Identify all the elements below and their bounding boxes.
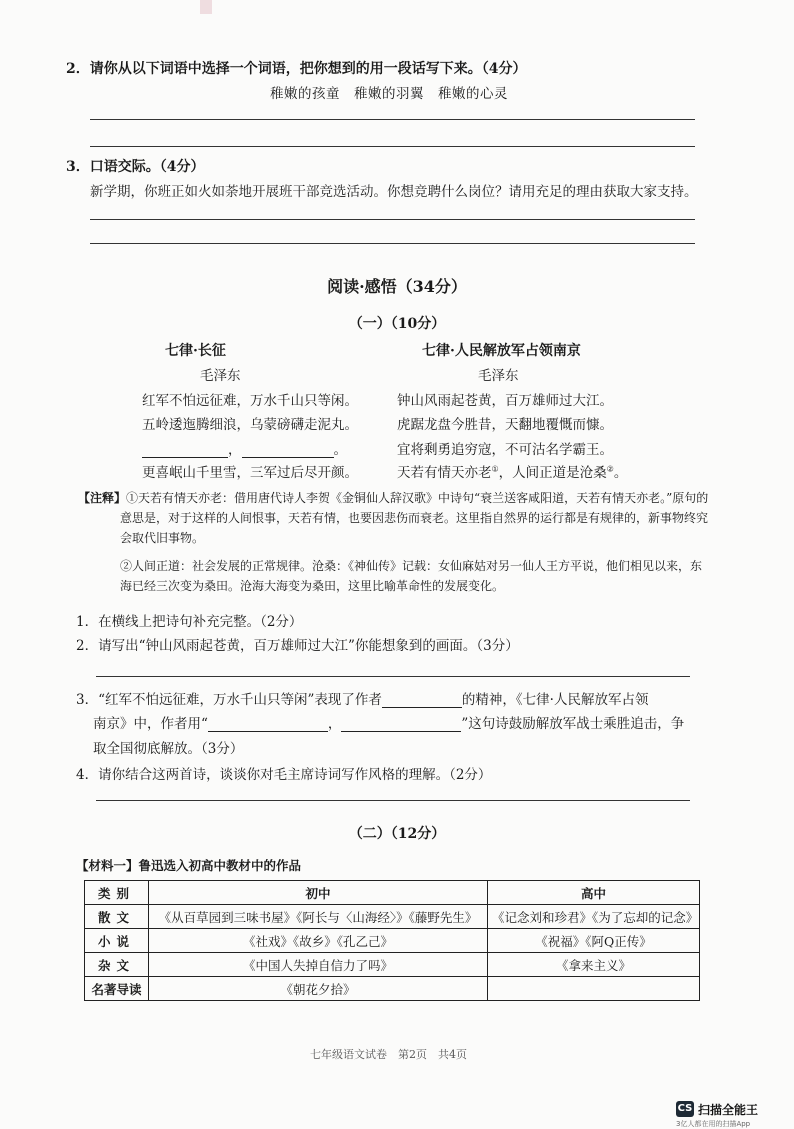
answer-line[interactable] [90, 119, 695, 120]
reading-question-4: 4．请你结合这两首诗，谈谈你对毛主席诗词写作风格的理解。（2分） [76, 767, 492, 783]
reading-question-2: 2．请写出“钟山风雨起苍黄，百万雄师过大江”你能想象到的画面。（3分） [76, 638, 519, 654]
row-high: 《祝福》《阿Q正传》 [488, 929, 700, 953]
poem-1-line-1: 红军不怕远征难，万水千山只等闲。 [142, 393, 358, 409]
poem-2-line-2: 虎踞龙盘今胜昔，天翻地覆慨而慷。 [397, 417, 613, 433]
poem-2-author: 毛泽东 [478, 368, 519, 384]
question-3-text: 新学期，你班正如火如荼地开展班干部竞选活动。你想竞聘什么岗位？请用充足的理由获取大家支持。 [90, 184, 698, 200]
poem-1-line-2: 五岭逶迤腾细浪，乌蒙磅礴走泥丸。 [142, 417, 358, 433]
scanner-app-tagline: 3亿人都在用的扫描App [676, 1120, 751, 1128]
answer-line[interactable] [90, 219, 695, 220]
poem-1-author: 毛泽东 [200, 368, 241, 384]
question-2-options: 稚嫩的孩童 稚嫩的羽翼 稚嫩的心灵 [270, 86, 508, 102]
header-high-school: 高中 [488, 881, 700, 905]
material-1-title: 【材料一】鲁迅选入初高中教材中的作品 [76, 858, 302, 873]
table-row [85, 905, 700, 929]
row-high [488, 977, 700, 1001]
material-1-table [84, 880, 700, 1001]
poem-2-title: 七律·人民解放军占领南京 [422, 343, 581, 359]
fill-blank[interactable] [142, 443, 228, 458]
question-3-title: 3．口语交际。（4分） [66, 159, 205, 175]
poem-1-blank-line: ， 。 [142, 438, 347, 458]
part-2-title: （二）（12分） [348, 826, 446, 842]
poem-2-line-4: 天若有情天亦老①，人间正道是沧桑②。 [397, 464, 628, 481]
fill-blank[interactable] [208, 716, 328, 732]
reading-question-3-line-2: 南京》中，作者用“ ， ”这句诗鼓励解放军战士乘胜追击，争 [93, 716, 685, 732]
reading-question-3-line-3: 取全国彻底解放。（3分） [93, 741, 244, 757]
page-footer: 七年级语文试卷 第2页 共4页 [310, 1048, 467, 1061]
red-smudge [200, 0, 212, 14]
poem-2-line-1: 钟山风雨起苍黄，百万雄师过大江。 [397, 393, 613, 409]
question-2-title: 2．请你从以下词语中选择一个词语，把你想到的用一段话写下来。（4分） [66, 61, 527, 77]
row-category: 散文 [85, 905, 149, 929]
table-header-row [85, 881, 700, 905]
part-1-title: （一）（10分） [348, 316, 446, 332]
row-high: 《记念刘和珍君》《为了忘却的记念》 [488, 905, 700, 929]
scanner-app-name: 扫描全能王 [698, 1103, 759, 1117]
header-middle-school: 初中 [149, 881, 488, 905]
answer-line[interactable] [90, 243, 695, 244]
table-row [85, 977, 700, 1001]
note-2-line-2: 海已经三次变为桑田。沧海大海变为桑田，这里比喻革命性的发展变化。 [120, 579, 505, 593]
answer-line[interactable] [96, 676, 690, 677]
fill-blank[interactable] [341, 716, 461, 732]
section-title: 阅读·感悟（34分） [327, 277, 467, 296]
table-row [85, 953, 700, 977]
fill-blank[interactable] [242, 443, 334, 458]
fill-blank[interactable] [382, 692, 462, 708]
row-middle: 《从百草园到三味书屋》《阿长与〈山海经〉》《藤野先生》 [149, 905, 488, 929]
answer-line[interactable] [90, 146, 695, 147]
poem-2-line-3: 宜将剩勇追穷寇，不可沽名学霸王。 [397, 442, 613, 458]
note-1-line-2: 意思是，对于这样的人间恨事，天若有情，也要因悲伤而衰老。这里指自然界的运行都是有规律的，新事物终究 [120, 511, 709, 525]
poem-1-title: 七律·长征 [165, 343, 226, 359]
row-category: 小说 [85, 929, 149, 953]
table-row [85, 929, 700, 953]
poem-1-line-4: 更喜岷山千里雪，三军过后尽开颜。 [142, 465, 358, 481]
row-middle: 《朝花夕拾》 [149, 977, 488, 1001]
note-2-line-1: ②人间正道：社会发展的正常规律。沧桑：《神仙传》记载：女仙麻姑对另一仙人王方平说，他们相见以来，东 [120, 559, 703, 573]
camscanner-logo-icon: CS [676, 1101, 694, 1117]
header-category: 类别 [85, 881, 149, 905]
row-category: 名著导读 [85, 977, 149, 1001]
row-middle: 《社戏》《故乡》《孔乙己》 [149, 929, 488, 953]
note-1-line-1: 【注释】①天若有情天亦老：借用唐代诗人李贺《金铜仙人辞汉歌》中诗句“衰兰送客咸阳道，天若有情天亦老。”原句的 [78, 491, 709, 505]
reading-question-3-line-1: 3．“红军不怕远征难，万水千山只等闲”表现了作者 的精神，《七律·人民解放军占领 [76, 692, 649, 708]
row-middle: 《中国人失掉自信力了吗》 [149, 953, 488, 977]
reading-question-1: 1．在横线上把诗句补充完整。（2分） [76, 614, 303, 630]
row-high: 《拿来主义》 [488, 953, 700, 977]
row-category: 杂文 [85, 953, 149, 977]
note-1-line-3: 会取代旧事物。 [120, 531, 205, 545]
answer-line[interactable] [96, 800, 690, 801]
